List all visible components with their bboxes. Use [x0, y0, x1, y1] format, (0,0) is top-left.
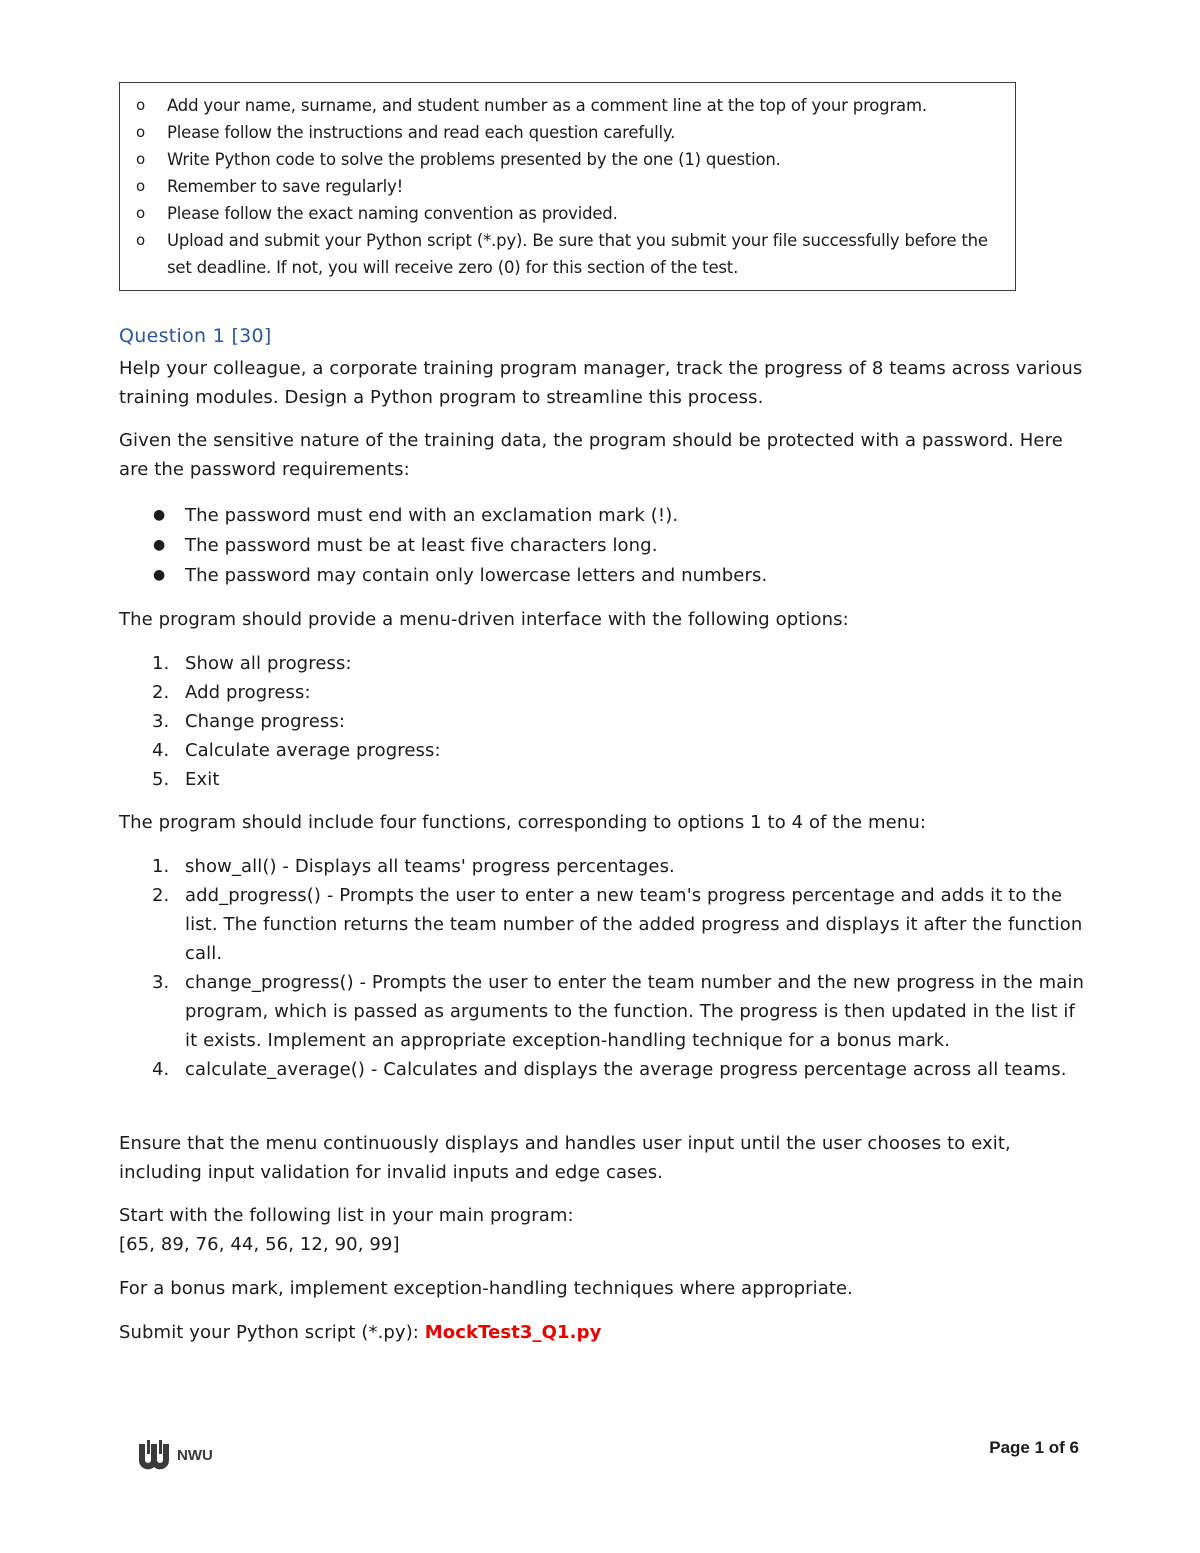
nwu-logo — [137, 1436, 227, 1472]
password-rules-list — [119, 501, 1084, 590]
start-list-values: [65, 89, 76, 44, 56, 12, 90, 99] — [119, 1234, 400, 1255]
submit-filename: MockTest3_Q1.py — [424, 1322, 602, 1343]
nwu-logo-icon — [137, 1436, 227, 1472]
circle-bullet-icon: o — [136, 231, 145, 249]
function-item: 2. add_progress() - Prompts the user to enter a new team's progress percentage and adds it to the list. The function returns the team number of the added progress and displays it after the function call. — [152, 885, 1083, 964]
instruction-item: o Write Python code to solve the problems presented by the one (1) question. — [120, 146, 1015, 173]
instructions-box — [119, 82, 1016, 291]
password-rule: ● The password may contain only lowercase letters and numbers. — [119, 561, 1084, 590]
menu-option: 1. Show all progress: — [152, 653, 352, 674]
function-item: 1. show_all() - Displays all teams' progress percentages. — [152, 856, 675, 877]
question-title: Question 1 [30] — [119, 325, 272, 347]
bullet-icon: ● — [153, 537, 166, 553]
page-number: Page 1 of 6 — [989, 1438, 1079, 1457]
instruction-item: o Please follow the exact naming convention as provided. — [120, 200, 1015, 227]
menu-option: 5. Exit — [152, 769, 220, 790]
menu-option: 2. Add progress: — [152, 682, 311, 703]
circle-bullet-icon: o — [136, 177, 145, 195]
password-intro: Given the sensitive nature of the training data, the program should be protected with a password. Here are the password requirements: — [119, 430, 1063, 480]
functions-intro: The program should include four functions, corresponding to options 1 to 4 of the menu: — [119, 812, 927, 833]
password-rule: ● The password must be at least five characters long. — [119, 531, 1084, 560]
start-list-intro: Start with the following list in your main program: — [119, 1205, 574, 1226]
menu-options-list — [119, 649, 1084, 794]
instructions-list — [120, 83, 1015, 281]
function-item: 4. calculate_average() - Calculates and displays the average progress percentage across all teams. — [152, 1059, 1067, 1080]
instruction-item: o Please follow the instructions and read each question carefully. — [120, 119, 1015, 146]
logo-text: NWU — [177, 1447, 213, 1464]
bonus-text: For a bonus mark, implement exception-handling techniques where appropriate. — [119, 1278, 853, 1299]
menu-option: 4. Calculate average progress: — [152, 740, 441, 761]
menu-intro: The program should provide a menu-driven interface with the following options: — [119, 609, 849, 630]
menu-loop-text: Ensure that the menu continuously displays and handles user input until the user chooses to exit, including input validation for invalid inputs and edge cases. — [119, 1133, 1011, 1183]
menu-option: 3. Change progress: — [152, 711, 346, 732]
password-rule: ● The password must end with an exclamation mark (!). — [119, 501, 1084, 530]
bullet-icon: ● — [153, 507, 166, 523]
circle-bullet-icon: o — [136, 96, 145, 114]
circle-bullet-icon: o — [136, 150, 145, 168]
functions-list — [119, 852, 1084, 1084]
instruction-item: o Remember to save regularly! — [120, 173, 1015, 200]
submit-line — [119, 1318, 1084, 1347]
instruction-item: o Upload and submit your Python script (*.py). Be sure that you submit your file successfully before the set deadline. If not, you will receive zero (0) for this section of the test. — [120, 227, 1015, 281]
question-intro: Help your colleague, a corporate training program manager, track the progress of 8 teams across various training modules. Design a Python program to streamline this process. — [119, 358, 1083, 408]
bullet-icon: ● — [153, 567, 166, 583]
function-item: 3. change_progress() - Prompts the user to enter the team number and the new progress in the main program, which is passed as arguments to the function. The progress is then updated in the list if it exists. Implement an appropriate exception-handling technique for a bonus mark. — [152, 972, 1084, 1051]
instruction-item: o Add your name, surname, and student number as a comment line at the top of your program. — [120, 92, 1015, 119]
submit-label: Submit your Python script (*.py): — [119, 1322, 425, 1343]
circle-bullet-icon: o — [136, 123, 145, 141]
circle-bullet-icon: o — [136, 204, 145, 222]
